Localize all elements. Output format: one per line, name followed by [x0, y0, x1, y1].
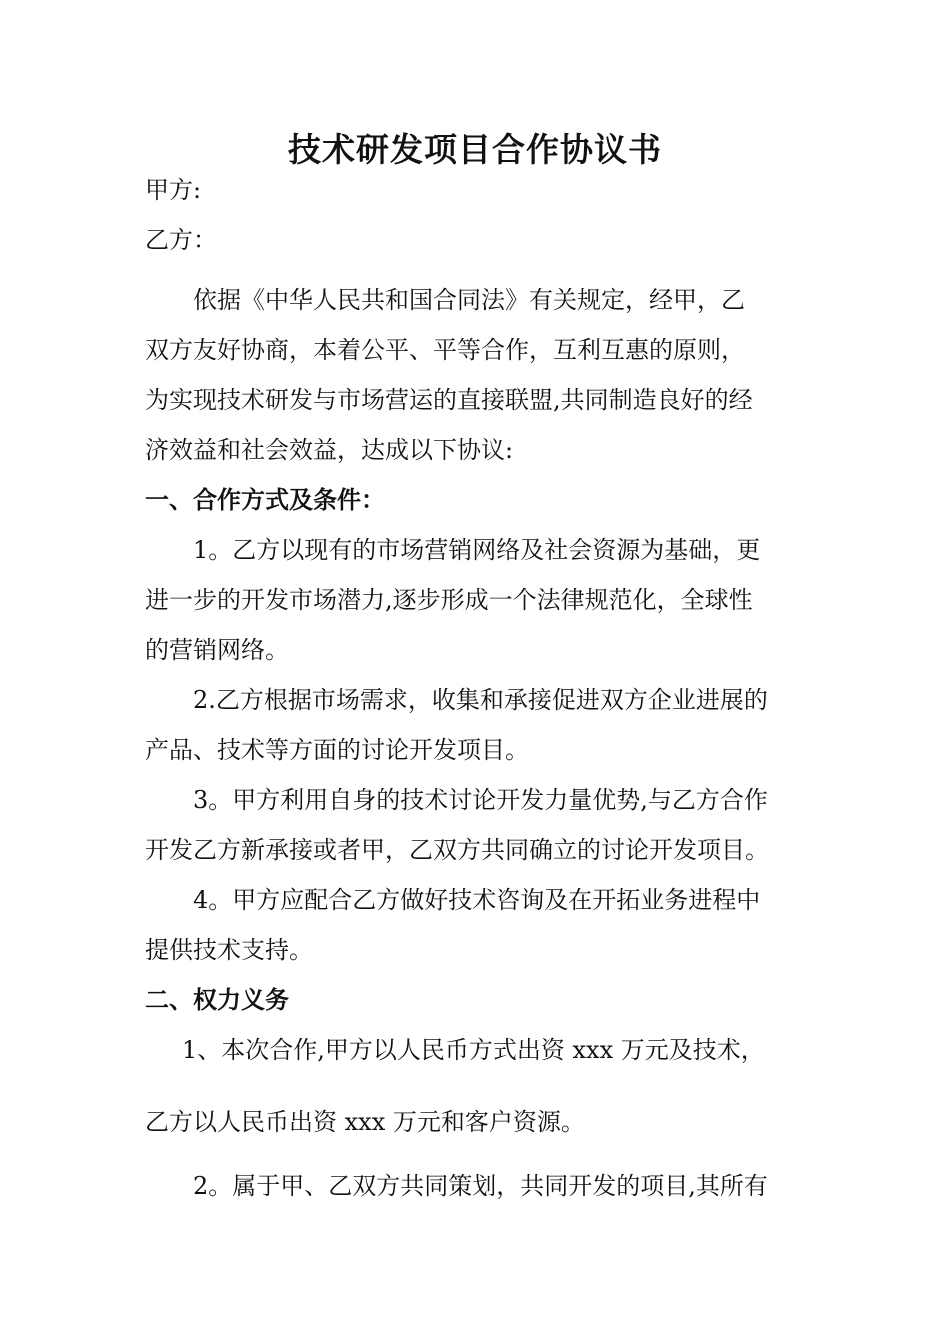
section1-heading: 一、合作方式及条件： [145, 485, 385, 514]
section1-item2-line2: 产品、技术等方面的讨论开发项目。 [145, 736, 529, 764]
party-a-label: 甲方: [145, 176, 202, 204]
section2-item1-line1: 1、本次合作,甲方以人民币方式出资 xxx 万元及技术， [182, 1036, 765, 1064]
party-b-label: 乙方： [145, 226, 217, 254]
document-title: 技术研发项目合作协议书 [288, 130, 662, 169]
section1-item1-line1: 1。乙方以现有的市场营销网络及社会资源为基础，更 [193, 536, 761, 564]
section1-item4-line1: 4。甲方应配合乙方做好技术咨询及在开拓业务进程中 [193, 886, 761, 914]
intro-line-4: 济效益和社会效益，达成以下协议: [145, 436, 514, 464]
section2-heading: 二、权力义务 [145, 985, 289, 1014]
section1-item4-line2: 提供技术支持。 [145, 936, 313, 964]
section1-item3-line1: 3。甲方利用自身的技术讨论开发力量优势,与乙方合作 [193, 786, 768, 814]
intro-line-2: 双方友好协商，本着公平、平等合作，互利互惠的原则， [145, 336, 745, 364]
section1-item1-line2: 进一步的开发市场潜力,逐步形成一个法律规范化，全球性 [145, 586, 753, 614]
section2-item1-line2: 乙方以人民币出资 xxx 万元和客户资源。 [145, 1108, 585, 1136]
section1-item1-line3: 的营销网络。 [145, 636, 289, 664]
section1-item3-line2: 开发乙方新承接或者甲，乙双方共同确立的讨论开发项目。 [145, 836, 769, 864]
intro-line-3: 为实现技术研发与市场营运的直接联盟,共同制造良好的经 [145, 386, 753, 414]
section2-item2-line1: 2。属于甲、乙双方共同策划，共同开发的项目,其所有 [193, 1172, 768, 1200]
intro-line-1: 依据《中华人民共和国合同法》有关规定，经甲，乙 [193, 286, 745, 314]
section1-item2-line1: 2.乙方根据市场需求，收集和承接促进双方企业进展的 [193, 686, 768, 714]
